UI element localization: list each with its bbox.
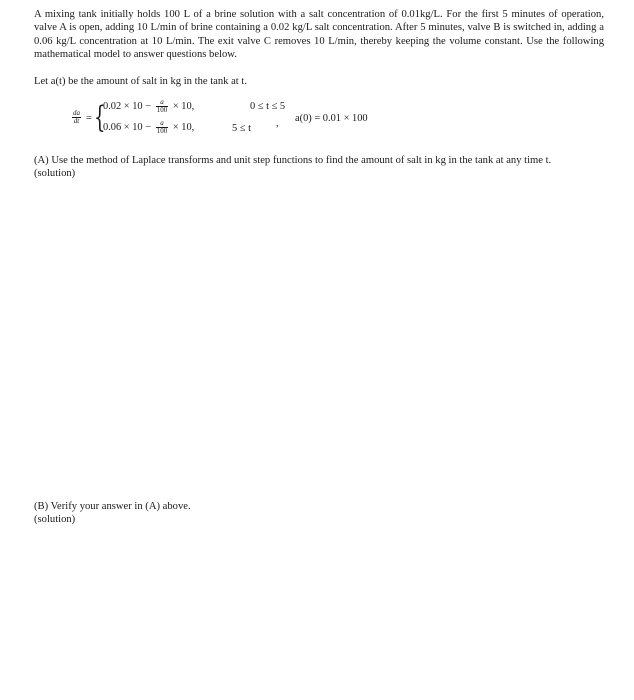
piecewise-brace: { (94, 100, 106, 135)
case-1-rate: × 10, (172, 100, 195, 112)
case-2-fraction-numerator: a (160, 119, 164, 127)
part-a-solution-label: (solution) (34, 168, 76, 179)
case-2-fraction-denominator: 100 (156, 127, 168, 135)
case-1-fraction-numerator: a (160, 98, 164, 106)
equals-sign: = (86, 113, 92, 124)
case-1-term: 0.02 × 10 − (103, 100, 152, 112)
equation-separator-comma: , (276, 118, 279, 129)
initial-condition: a(0) = 0.01 × 100 (295, 113, 368, 124)
case-2-rate: × 10, (172, 121, 195, 133)
case-2-term: 0.06 × 10 − (103, 121, 152, 133)
piecewise-case-1 (103, 99, 194, 114)
differential-equation (70, 98, 490, 142)
let-definition-line: Let a(t) be the amount of salt in kg in the tank at t. (34, 76, 247, 87)
case-1-fraction-denominator: 100 (156, 106, 168, 114)
problem-intro-paragraph: A mixing tank initially holds 100 L of a brine solution with a salt concentration of 0.01kg/L. For the first 5 minutes of operation, valve A is open, adding 10 L/min of brine containing a 0.02 kg/L salt concentration. After 5 minutes, valve B is switched in, adding a 0.06 kg/L concentration at 10 L/min. The exit valve C removes 10 L/min, thereby keeping the volume constant. Use the following mathematical model to answer questions below. (34, 9, 604, 61)
derivative-denominator: dt (73, 117, 80, 125)
case-1-fraction (156, 99, 169, 114)
part-b-solution-label: (solution) (34, 514, 76, 525)
part-a-question: (A) Use the method of Laplace transforms and unit step functions to find the amount of salt in kg in the tank at any time t. (34, 155, 552, 166)
piecewise-case-2 (103, 120, 194, 135)
derivative-fraction (72, 110, 81, 125)
case-2-condition: 5 ≤ t (232, 123, 251, 134)
derivative-numerator: da (73, 109, 80, 117)
case-2-fraction (156, 120, 169, 135)
case-1-condition: 0 ≤ t ≤ 5 (250, 101, 286, 112)
part-b-question: (B) Verify your answer in (A) above. (34, 501, 191, 512)
